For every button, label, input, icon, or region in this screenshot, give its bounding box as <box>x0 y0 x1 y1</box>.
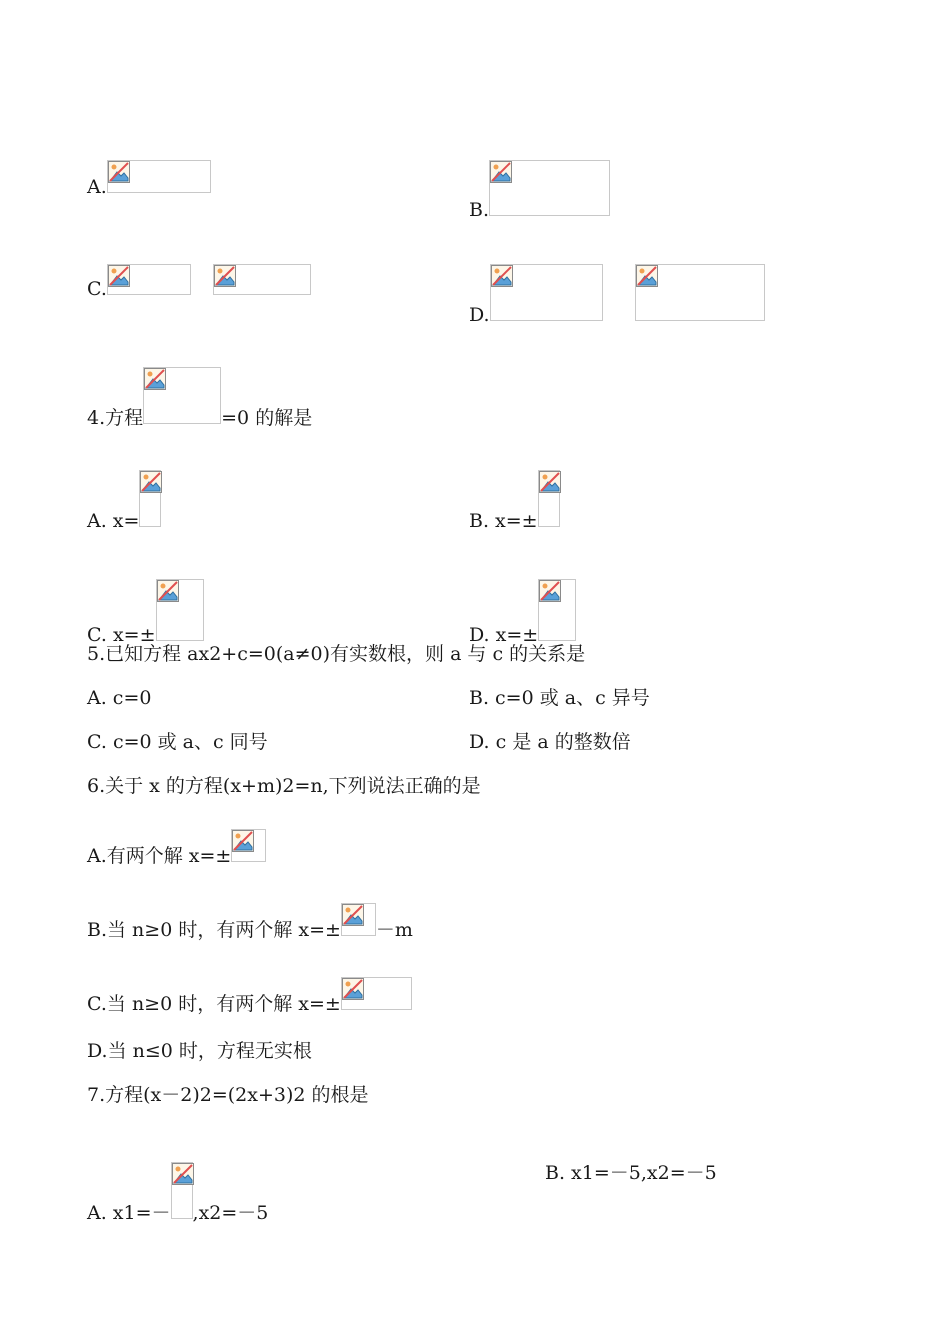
question-text: 4.方程 <box>87 407 144 429</box>
formula-image <box>156 579 204 641</box>
broken-image-icon <box>157 580 179 602</box>
option-text: A. x1=－ <box>87 1202 171 1224</box>
option-text: B. x=± <box>469 510 538 532</box>
formula-image <box>231 829 266 862</box>
formula-image <box>139 470 161 527</box>
q5-option-b: B. c=0 或 a、c 异号 <box>469 687 650 709</box>
question-text: =0 的解是 <box>221 407 313 429</box>
broken-image-icon <box>490 161 512 183</box>
q4-option-d <box>469 579 576 646</box>
option-text: －m <box>375 919 413 941</box>
broken-image-icon <box>491 265 513 287</box>
q5-stem: 5.已知方程 ax2+c=0(a≠0)有实数根，则 a 与 c 的关系是 <box>87 643 586 665</box>
broken-image-icon <box>232 830 254 852</box>
q3-option-a <box>87 160 211 198</box>
q6-option-a <box>87 829 266 867</box>
q5-option-a: A. c=0 <box>87 687 152 709</box>
broken-image-icon <box>636 265 658 287</box>
formula-image <box>341 977 412 1010</box>
broken-image-icon <box>108 161 130 183</box>
broken-image-icon <box>144 368 166 390</box>
formula-image <box>490 264 603 321</box>
q3-option-b <box>469 160 610 221</box>
q7-option-b: B. x1=－5,x2=－5 <box>545 1162 717 1184</box>
broken-image-icon <box>539 580 561 602</box>
q6-option-c <box>87 977 412 1015</box>
q4-option-c <box>87 579 204 646</box>
option-text: A. x= <box>87 510 140 532</box>
formula-image <box>107 264 191 295</box>
formula-image <box>489 160 610 216</box>
broken-image-icon <box>140 471 162 493</box>
formula-image <box>341 903 376 936</box>
q5-option-c: C. c=0 或 a、c 同号 <box>87 731 268 753</box>
option-text: C. x=± <box>87 624 156 646</box>
formula-image <box>213 264 311 295</box>
formula-image <box>538 579 576 641</box>
option-text: ,x2=－5 <box>192 1202 269 1224</box>
broken-image-icon <box>214 265 236 287</box>
formula-image <box>107 160 211 193</box>
formula-image <box>538 470 560 527</box>
q4-stem <box>87 367 312 429</box>
formula-image <box>143 367 221 424</box>
option-text: B.当 n≥0 时，有两个解 x=± <box>87 919 341 941</box>
option-label: B. <box>469 199 490 221</box>
broken-image-icon <box>342 904 364 926</box>
q4-option-b <box>469 470 560 532</box>
q3-option-c <box>87 264 311 300</box>
broken-image-icon <box>539 471 561 493</box>
option-label: C. <box>87 278 107 300</box>
option-text: D. x=± <box>469 624 539 646</box>
q6-option-b <box>87 903 413 941</box>
formula-image <box>171 1162 193 1219</box>
broken-image-icon <box>342 978 364 1000</box>
q5-option-d: D. c 是 a 的整数倍 <box>469 731 631 753</box>
option-label: A. <box>87 176 107 198</box>
q4-option-a <box>87 470 161 532</box>
q7-stem: 7.方程(x－2)2=(2x+3)2 的根是 <box>87 1084 369 1106</box>
q7-option-a <box>87 1162 268 1224</box>
q6-stem: 6.关于 x 的方程(x+m)2=n,下列说法正确的是 <box>87 775 481 797</box>
option-text: C.当 n≥0 时，有两个解 x=± <box>87 993 341 1015</box>
q6-option-d: D.当 n≤0 时，方程无实根 <box>87 1040 312 1062</box>
broken-image-icon <box>108 265 130 287</box>
broken-image-icon <box>172 1163 194 1185</box>
option-label: D. <box>469 304 490 326</box>
option-text: A.有两个解 x=± <box>87 845 232 867</box>
formula-image <box>635 264 765 321</box>
q3-option-d <box>469 264 765 326</box>
